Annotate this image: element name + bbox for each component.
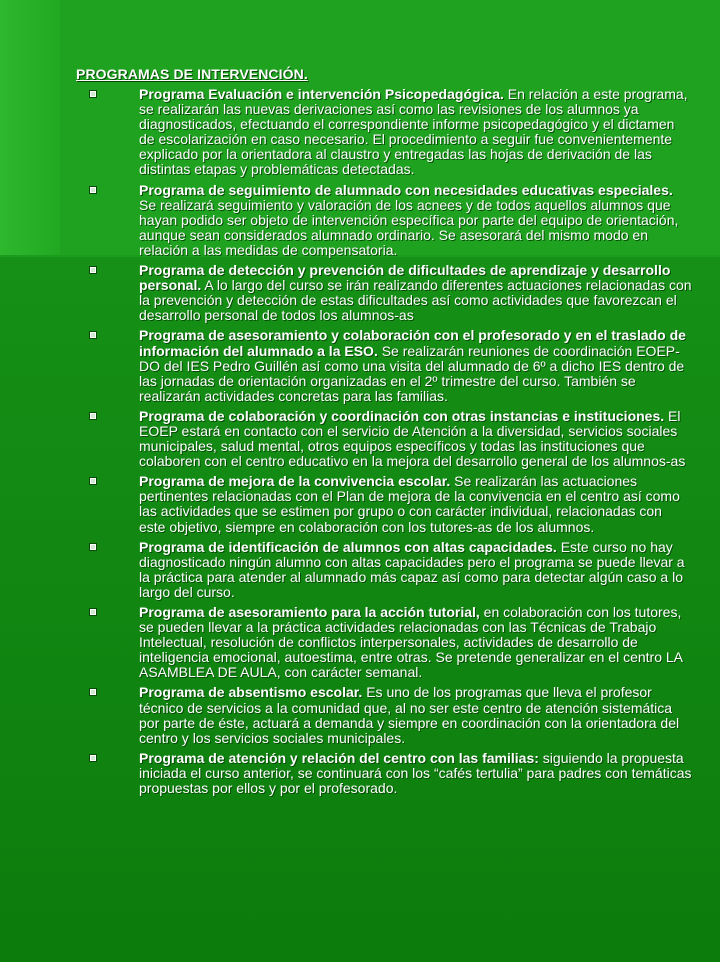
program-description: Se realizarán reuniones de coordinación EOEP-DO del IES Pedro Guillén así como una visita del alumnado de 6º a dicho IES dentro de las jornadas de orientación organizadas en el 2º trimestre del curso. También se realizarán actividades concretas para las familias. (139, 342, 685, 404)
page-title: PROGRAMAS DE INTERVENCIÓN. (76, 66, 308, 82)
program-description: Se realizará seguimiento y valoración de los acnees y de todos aquellos alumnos que hayan podido ser objeto de intervención específica por parte del equipo de orientación, aunque sean considerados alumnado ordinario. Se asesorará del mismo modo en relación a las medidas de compensatoria. (139, 196, 679, 258)
program-description: Se realizarán las actuaciones pertinentes relacionadas con el Plan de mejora de la convivencia en el centro así como las actividades que se estimen por grupo o con carácter individual, relacionadas con este objetivo, siempre en colaboración con los tutores-as de los alumnos. (139, 473, 680, 535)
program-title: Programa de asesoramiento y colaboración con el profesorado y en el traslado de información del alumnado a la ESO. (139, 327, 686, 359)
program-item (76, 409, 692, 469)
program-description: En relación a este programa, se realizarán las nuevas derivaciones así como las revisiones de los alumnos ya diagnosticados, efectuando el correspondiente informe psicopedagógico y el dictamen de escolarización en caso necesario. El procedimiento a seguir fue convenientemente explicado por la orientadora al claustro y entregadas las hojas de derivación de las distintas etapas y problemáticas detectadas. (139, 86, 688, 178)
program-item (76, 183, 692, 258)
program-title: Programa de mejora de la convivencia escolar. (139, 473, 451, 490)
program-title: Programa de absentismo escolar. (139, 684, 363, 701)
square-bullet-icon (89, 608, 97, 616)
program-description: A lo largo del curso se irán realizando diferentes actuaciones relacionadas con la prevención y detección de estas dificultades así como actividades que favorezcan el desarrollo personal de todos los alumnos-as (139, 277, 692, 324)
program-description: Este curso no hay diagnosticado ningún alumno con altas capacidades pero el programa se puede llevar a la práctica para atender al alumnado más capaz así como para detectar algún caso a lo largo del curso. (139, 538, 685, 600)
program-title: Programa de detección y prevención de dificultades de aprendizaje y desarrollo personal. (139, 262, 671, 294)
program-item (76, 474, 692, 534)
program-item (76, 263, 692, 323)
program-item (76, 605, 692, 680)
square-bullet-icon (89, 543, 97, 551)
square-bullet-icon (89, 266, 97, 274)
square-bullet-icon (89, 477, 97, 485)
program-item (76, 540, 692, 600)
slide-content (76, 66, 692, 801)
program-list (76, 87, 692, 796)
program-item (76, 87, 692, 178)
square-bullet-icon (89, 688, 97, 696)
square-bullet-icon (89, 90, 97, 98)
program-item (76, 685, 692, 745)
program-title: Programa de asesoramiento para la acción tutorial, (139, 604, 480, 620)
program-title: Programa Evaluación e intervención Psicopedagógica. (139, 86, 504, 102)
program-description: Es uno de los programas que lleva el profesor técnico de servicios a la comunidad que, al no ser este centro de atención sistemática por parte de éste, actuará a demanda y siempre en coordinación con la orientadora del centro y los servicios sociales municipales. (139, 684, 680, 746)
program-title: Programa de colaboración y coordinación con otras instancias e instituciones. (139, 407, 665, 424)
program-description: en colaboración con los tutores, se pueden llevar a la práctica actividades relacionadas con las Técnicas de Trabajo Intelectual, resolución de conflictos interpersonales, actividades de desarrollo de inteligencia emocional, autoestima, entre otras. Se pretende generalizar en el centro LA ASAMBLEA DE AULA, con carácter semanal. (139, 604, 683, 681)
program-description: El EOEP estará en contacto con el servicio de Atención a la diversidad, servicios sociales municipales, salud mental, otros equipos específicos y todas las instituciones que colaboren con el centro educativo en la mejora del desarrollo general de los alumnos-as (139, 407, 686, 470)
square-bullet-icon (89, 754, 97, 762)
program-title: Programa de identificación de alumnos con altas capacidades. (139, 538, 557, 555)
square-bullet-icon (89, 186, 97, 194)
square-bullet-icon (89, 412, 97, 420)
program-item (76, 328, 692, 403)
program-title: Programa de atención y relación del centro con las familias: (139, 749, 539, 766)
square-bullet-icon (89, 331, 97, 339)
program-title: Programa de seguimiento de alumnado con necesidades educativas especiales. (139, 181, 673, 198)
program-item (76, 751, 692, 796)
program-description: siguiendo la propuesta iniciada el curso anterior, se continuará con los “cafés tertulia” para padres con temáticas propuestas por ellos y por el profesorado. (139, 749, 692, 797)
